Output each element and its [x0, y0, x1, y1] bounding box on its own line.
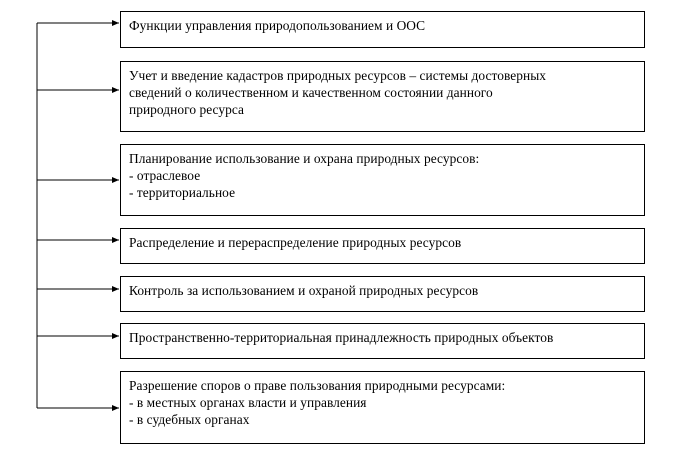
- box-text-line: - в местных органах власти и управления: [129, 395, 367, 410]
- box-text-line: сведений о количественном и качественном состоянии данного: [129, 85, 493, 100]
- box-text-line: Функции управления природопользованием и ООС: [129, 18, 426, 33]
- box-text-line: Контроль за использованием и охраной природных ресурсов: [129, 283, 479, 298]
- box-text-line: Распределение и перераспределение природных ресурсов: [129, 235, 462, 250]
- box-control: [120, 276, 645, 312]
- box-distribution: [120, 228, 645, 264]
- box-text-line: Пространственно-территориальная принадлежность природных объектов: [129, 330, 554, 345]
- box-text-line: - отраслевое: [129, 168, 201, 183]
- box-dispute-resolution: [120, 371, 645, 444]
- box-cadastre-accounting: [120, 61, 645, 132]
- box-planning: [120, 144, 645, 216]
- box-text-line: Планирование использование и охрана природных ресурсов:: [129, 151, 480, 166]
- box-territorial-affiliation: [120, 323, 645, 359]
- box-text-line: Учет и введение кадастров природных ресурсов – системы достоверных: [129, 68, 547, 83]
- box-text-line: Разрешение споров о праве пользования природными ресурсами:: [129, 378, 506, 393]
- box-text-line: - в судебных органах: [129, 412, 250, 427]
- box-text-line: - территориальное: [129, 185, 236, 200]
- box-management-functions: [120, 11, 645, 48]
- box-text-line: природного ресурса: [129, 102, 244, 117]
